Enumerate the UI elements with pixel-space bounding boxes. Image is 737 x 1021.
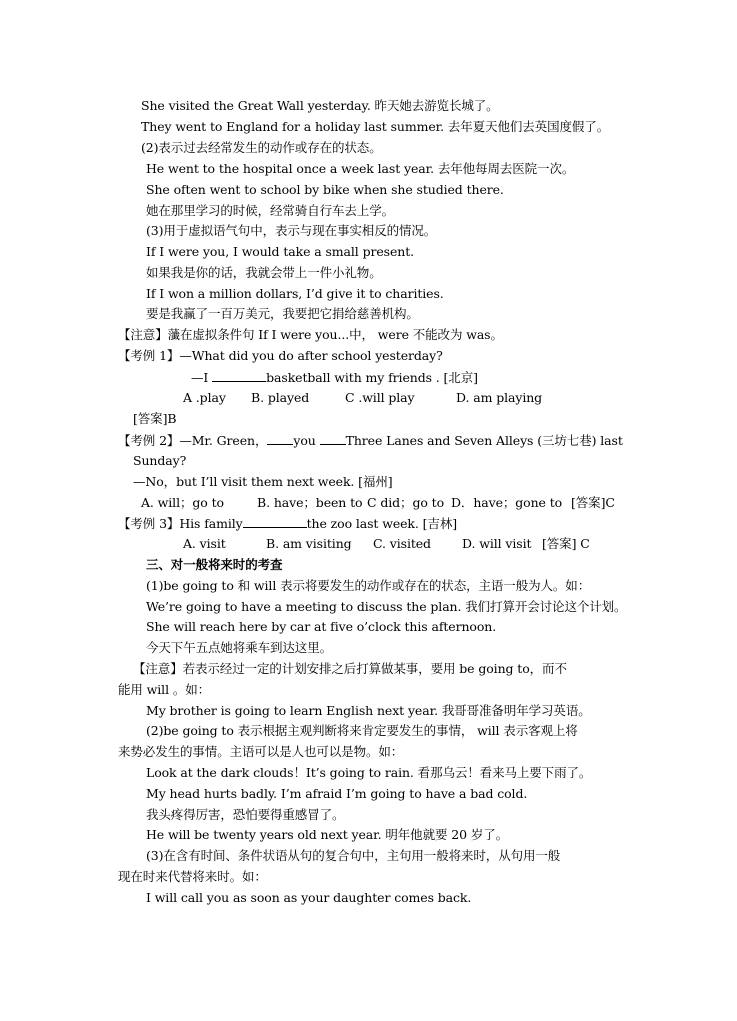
note-line: 【注意】若表示经过一定的计划安排之后打算做某事，要用 be going to，而不 [133, 661, 567, 676]
text-segment: —I [191, 370, 213, 385]
note-line: 【注意】虃在虚拟条件句 If I were you...中， were 不能改为 was。 [118, 327, 503, 342]
text-line: 今天下午五点她将乘车到达这里。 [146, 640, 333, 655]
answer-blank [320, 432, 346, 445]
text-line: 来势必发生的事情。主语可以是人也可以是物。如： [118, 744, 404, 759]
text-line: 如果我是你的话，我就会带上一件小礼物。 [146, 265, 382, 280]
example-answer-line [191, 369, 478, 386]
option: D. am playing [456, 390, 543, 405]
text-line: If I won a million dollars, I’d give it to charities. [146, 286, 444, 301]
text-segment: Three Lanes and Seven Alleys (三坊七巷) last [345, 433, 623, 448]
text-line: I will call you as soon as your daughter comes back. [146, 890, 472, 905]
text-line: They went to England for a holiday last summer. 去年夏天他们去英国度假了。 [141, 119, 610, 134]
text-line: Sunday? [133, 453, 187, 468]
text-line: He went to the hospital once a week last year. 去年他每周去医院一次。 [146, 161, 575, 176]
section-heading: 三、对一般将来时的考查 [146, 557, 283, 572]
option: B. have；been to [257, 495, 363, 510]
text-line: Look at the dark clouds！It’s going to rain. 看那乌云！看来马上要下雨了。 [146, 765, 592, 780]
text-segment: you [293, 433, 320, 448]
example-heading: 【考例 1】—What did you do after school yesterday? [118, 348, 443, 363]
text-line: 要是我赢了一百万美元，我要把它捐给慈善机构。 [146, 306, 419, 321]
example-heading [118, 432, 623, 449]
option: A. visit [183, 536, 226, 551]
text-line: If I were you, I would take a small present. [146, 244, 415, 259]
text-line: She visited the Great Wall yesterday. 昨天她去游览长城了。 [141, 98, 499, 113]
text-segment: basketball with my friends . [北京] [266, 370, 478, 385]
text-line: (2)表示过去经常发生的动作或存在的状态。 [141, 140, 382, 155]
text-segment: 【考例 3】His family [118, 516, 243, 531]
text-line: (2)be going to 表示根据主观判断将来肯定要发生的事情， will 表示客观上将 [146, 723, 578, 738]
option: B. am visiting [266, 536, 352, 551]
answer-blank [212, 369, 266, 382]
text-line: My brother is going to learn English next year. 我哥哥准备明年学习英语。 [146, 703, 591, 718]
option: C .will play [345, 390, 415, 405]
answer-line: [答案] C [542, 536, 590, 551]
text-line: He will be twenty years old next year. 明年他就要 20 岁了。 [146, 827, 509, 842]
option: A. will；go to [141, 495, 224, 510]
option: C. visited [373, 536, 431, 551]
text-line: 我头疼得厉害，恐怕要得重感冒了。 [146, 807, 345, 822]
text-line: 她在那里学习的时候，经常骑自行车去上学。 [146, 203, 395, 218]
answer-line: [答案]C [571, 495, 615, 510]
answer-line: [答案]B [133, 411, 177, 426]
text-line: She often went to school by bike when she studied there. [146, 182, 504, 197]
answer-blank [243, 515, 307, 528]
option: C did；go to [367, 495, 444, 510]
text-line: We’re going to have a meeting to discuss the plan. 我们打算开会讨论这个计划。 [146, 599, 627, 614]
text-segment: 【考例 2】—Mr. Green， [118, 433, 268, 448]
example-heading [118, 515, 457, 532]
text-line: (1)be going to 和 will 表示将要发生的动作或存在的状态，主语一般为人。如： [146, 578, 591, 593]
text-line: 能用 will 。如： [118, 682, 211, 697]
text-line: My head hurts badly. I’m afraid I’m going to have a bad cold. [146, 786, 528, 801]
answer-blank [267, 432, 293, 445]
option: D. will visit [462, 536, 532, 551]
text-line: She will reach here by car at five o’clock this afternoon. [146, 619, 497, 634]
text-line: 现在时来代替将来时。如： [118, 869, 267, 884]
option: A .play [183, 390, 226, 405]
option: B. played [251, 390, 310, 405]
option: D．have；gone to [451, 495, 563, 510]
text-line: (3)用于虚拟语气句中，表示与现在事实相反的情况。 [146, 223, 437, 238]
text-line: —No，but I’ll visit them next week. [福州] [133, 474, 393, 489]
text-line: (3)在含有时间、条件状语从句的复合句中，主句用一般将来时，从句用一般 [146, 848, 561, 863]
text-segment: the zoo last week. [吉林] [306, 516, 457, 531]
